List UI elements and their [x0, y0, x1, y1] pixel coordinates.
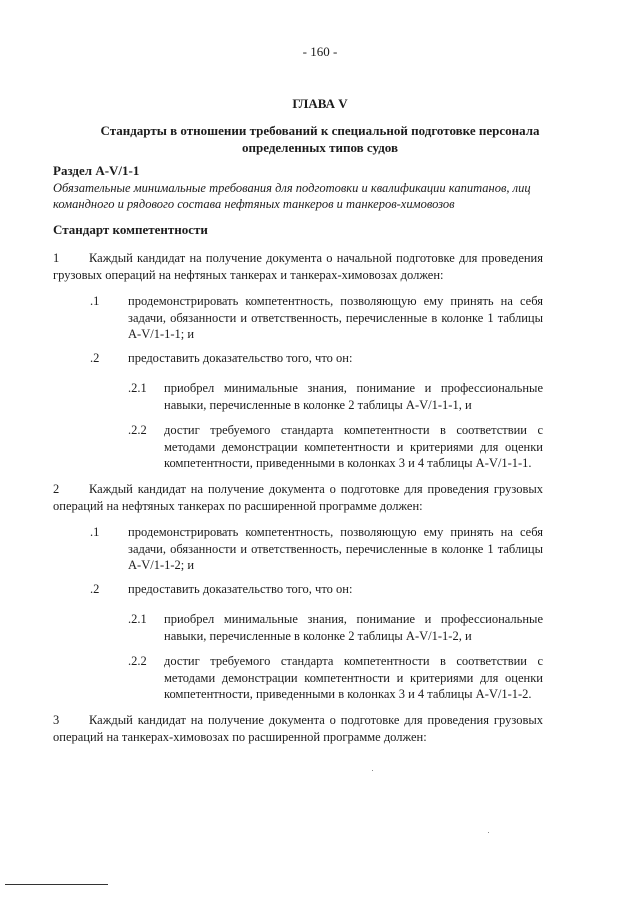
paragraph-2 [53, 481, 543, 514]
paragraph-text: Каждый кандидат на получение документа о подготовке для проведения грузовых операций на нефтяных танкерах по расширенной программе должен: [53, 482, 543, 513]
item-number: .1 [90, 525, 100, 539]
scan-speck [372, 770, 373, 771]
subitem-number: .2.1 [128, 381, 147, 395]
chapter-title: Стандарты в отношении требований к специальной подготовке персонала определенных типов судов [100, 123, 540, 155]
scan-speck [488, 832, 489, 833]
item-text: продемонстрировать компетентность, позволяющую ему принять на себя задачи, обязанности и ответственность, перечисленные в колонке 1 таблицы A-V/1-1-2; и [128, 525, 543, 572]
item-text: предоставить доказательство того, что он: [128, 351, 353, 365]
paragraph-number: 2 [53, 482, 60, 496]
subitem-number: .2.1 [128, 612, 147, 626]
paragraph-text: Каждый кандидат на получение документа о подготовке для проведения грузовых операций на танкерах-химовозах по расширенной программе должен: [53, 713, 543, 744]
paragraph-number: 1 [53, 251, 60, 265]
subitem-number: .2.2 [128, 654, 147, 668]
subitem-text: достиг требуемого стандарта компетентности в соответствии с методами демонстрации компетентности и критериями для оценки компетентности, приведенными в колонках 3 и 4 таблицы A-V/1-1-2. [164, 654, 543, 701]
subitem-text: приобрел минимальные знания, понимание и профессиональные навыки, перечисленные в колонке 2 таблицы A-V/1-1-2, и [164, 612, 543, 643]
section-subtitle: Обязательные минимальные требования для подготовки и квалификации капитанов, лиц командного и рядового состава нефтяных танкеров и танкеров-химовозов [53, 181, 531, 211]
paragraph-text: Каждый кандидат на получение документа о начальной подготовке для проведения грузовых операций на нефтяных танкерах и танкерах-химовозах должен: [53, 251, 543, 282]
chapter-heading: ГЛАВА V [292, 96, 348, 111]
item-number: .2 [90, 351, 100, 365]
footnote-rule [5, 884, 108, 885]
paragraph-number: 3 [53, 713, 60, 727]
paragraph-1 [53, 250, 543, 283]
item-number: .2 [90, 582, 100, 596]
section-code: Раздел A-V/1-1 [53, 163, 140, 178]
subitem-text: приобрел минимальные знания, понимание и профессиональные навыки, перечисленные в колонке 2 таблицы A-V/1-1-1, и [164, 381, 543, 412]
paragraph-3 [53, 712, 543, 745]
item-text: предоставить доказательство того, что он: [128, 582, 353, 596]
item-text: продемонстрировать компетентность, позволяющую ему принять на себя задачи, обязанности и ответственность, перечисленные в колонке 1 таблицы A-V/1-1-1; и [128, 294, 543, 341]
item-number: .1 [90, 294, 100, 308]
page-number: - 160 - [302, 44, 338, 59]
subitem-text: достиг требуемого стандарта компетентности в соответствии с методами демонстрации компетентности и критериями для оценки компетентности, приведенными в колонках 3 и 4 таблицы A-V/1-1-1. [164, 423, 543, 470]
standard-heading: Стандарт компетентности [53, 222, 208, 237]
subitem-number: .2.2 [128, 423, 147, 437]
